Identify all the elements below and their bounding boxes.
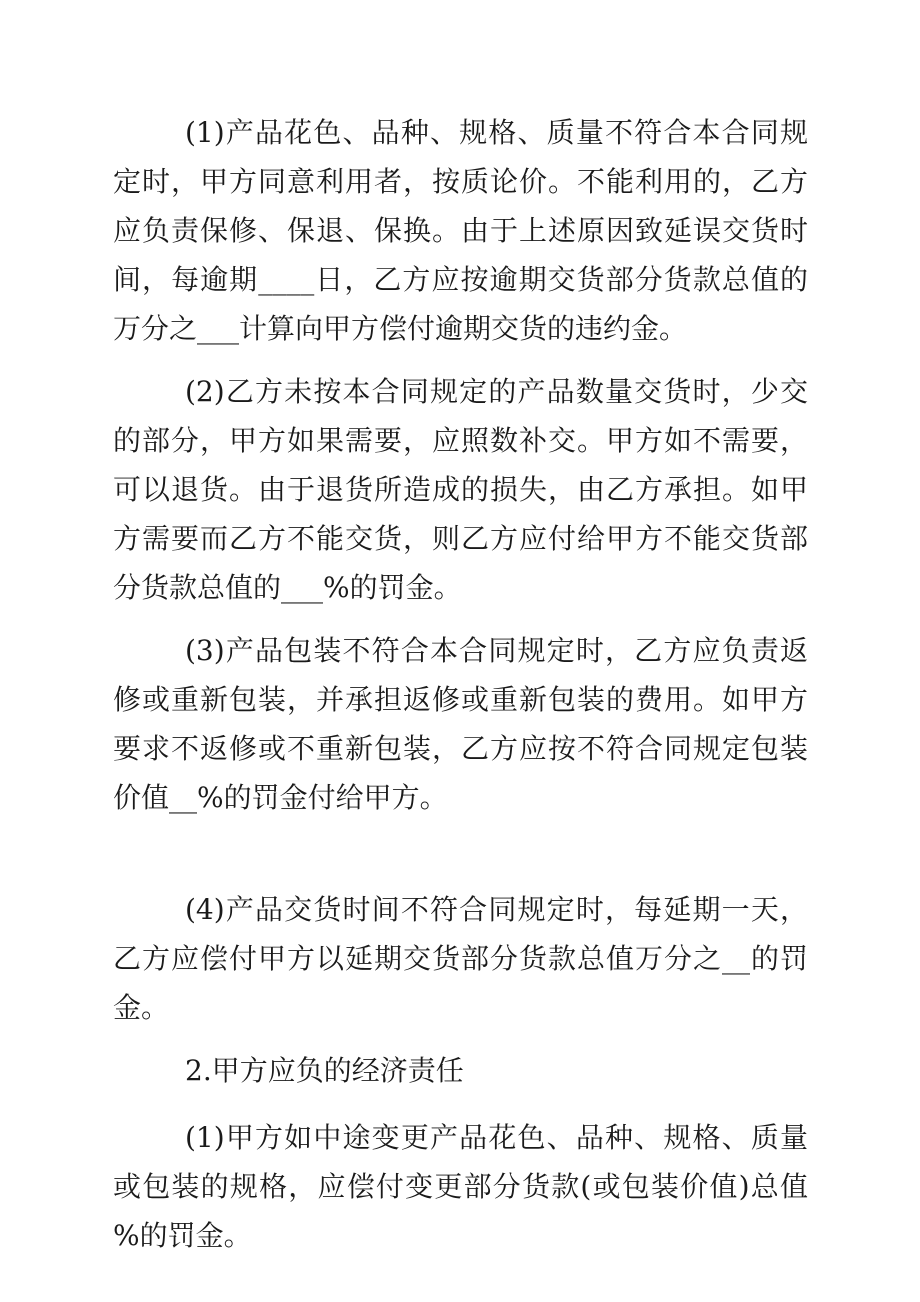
clause-delivery-quantity: (2)乙方未按本合同规定的产品数量交货时，少交的部分，甲方如果需要，应照数补交。甲方如不需要，可以退货。由于退货所造成的损失，由乙方承担。如甲方需要而乙方不能交货，则乙方应付给甲方不能交货部分货款总值的___%的罚金。 xyxy=(113,375,808,604)
section-heading-party-a-liability: 2.甲方应负的经济责任 xyxy=(185,1054,464,1087)
clause-party-a-change: (1)甲方如中途变更产品花色、品种、规格、质量或包装的规格，应偿付变更部分货款(或包装价值)总值 %的罚金。 xyxy=(113,1121,808,1252)
clause-packaging: (3)产品包装不符合本合同规定时，乙方应负责返修或重新包装，并承担返修或重新包装的费用。如甲方要求不返修或不重新包装，乙方应按不符合同规定包装价值__%的罚金付给甲方。 xyxy=(113,634,808,814)
clause-delivery-time: (4)产品交货时间不符合同规定时，每延期一天，乙方应偿付甲方以延期交货部分货款总值万分之__的罚金。 xyxy=(113,893,808,1024)
clause-product-quality: (1)产品花色、品种、规格、质量不符合本合同规定时，甲方同意利用者，按质论价。不能利用的，乙方应负责保修、保退、保换。由于上述原因致延误交货时间，每逾期____日，乙方应按逾期交货部分货款总值的万分之___计算向甲方偿付逾期交货的违约金。 xyxy=(113,116,808,345)
